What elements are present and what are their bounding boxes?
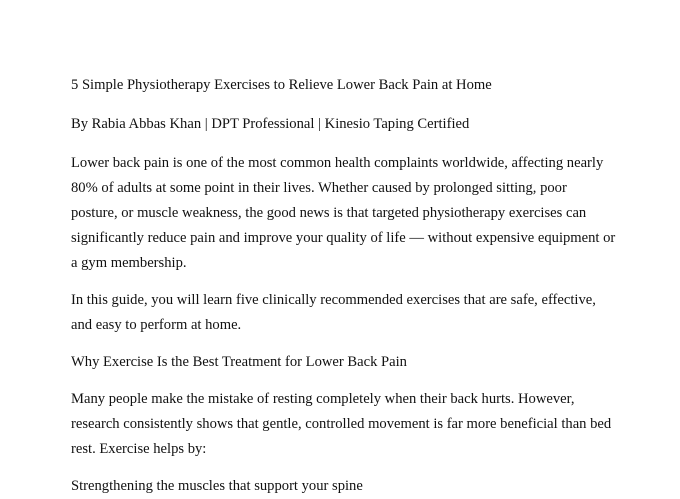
guide-paragraph: In this guide, you will learn five clinically recommended exercises that are safe, effective, and easy to perform at home. bbox=[71, 292, 596, 333]
author-byline: By Rabia Abbas Khan | DPT Professional | Kinesio Taping Certified bbox=[71, 116, 470, 132]
document-body bbox=[71, 73, 616, 499]
list-item: Strengthening the muscles that support your spine bbox=[71, 478, 363, 494]
document-title: 5 Simple Physiotherapy Exercises to Relieve Lower Back Pain at Home bbox=[71, 77, 492, 93]
section-paragraph: Many people make the mistake of resting completely when their back hurts. However, research consistently shows that gentle, controlled movement is far more beneficial than bed rest. Exercise helps by: bbox=[71, 391, 612, 457]
intro-paragraph: Lower back pain is one of the most common health complaints worldwide, affecting nearly 80% of adults at some point in their lives. Whether caused by prolonged sitting, poor posture, or muscle weakness, the good news is that targeted physiotherapy exercises can significantly reduce pain and improve your quality of life — without expensive equipment or a gym membership. bbox=[71, 155, 616, 271]
section-heading: Why Exercise Is the Best Treatment for Lower Back Pain bbox=[71, 354, 407, 370]
